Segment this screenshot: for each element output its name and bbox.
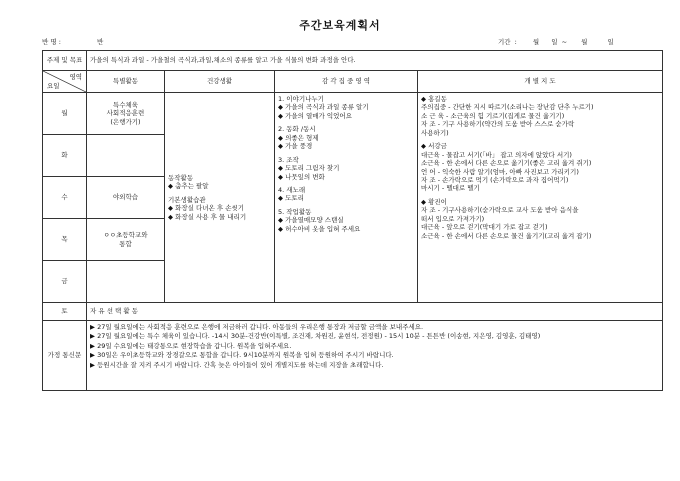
sensory-line: 2. 동화 /동시: [278, 125, 316, 134]
sensory-line: ◆ 도토리: [278, 194, 304, 203]
plan-table: [42, 50, 663, 391]
period-line: [498, 38, 614, 46]
sensory-line: 3. 조작: [278, 155, 299, 164]
special-thu: [87, 219, 165, 261]
sensory-line: 1. 이야기나누기: [278, 95, 324, 103]
sensory-line: 4. 새노래: [278, 185, 306, 194]
period-day-end: 일: [607, 38, 614, 46]
special-mon-line: (은행가기): [110, 117, 141, 126]
header-health: 건강생활: [165, 71, 275, 93]
health-cell: [165, 93, 275, 303]
special-mon: [87, 93, 165, 135]
health-line: ◆ 화장실 사용 후 물 내리기: [168, 212, 247, 221]
special-thu-line: 통합: [119, 239, 132, 248]
health-line: ◆ 춤추는 팔알: [168, 182, 209, 191]
special-mon-line: 사회적응훈련: [106, 109, 145, 118]
individual-cell: [418, 93, 663, 303]
period-day-start: 일 ~: [551, 38, 568, 46]
individual-line: 떠서 입으로 가져가기): [421, 214, 485, 223]
individual-line: ◆ 홍길동: [421, 95, 447, 103]
period-month-start: 월: [532, 38, 540, 46]
class-label: 반 명 :: [42, 38, 61, 46]
day-fri: 금: [43, 261, 87, 303]
special-fri: [87, 261, 165, 303]
sensory-line: ◆ 가을열매모양 스탠실: [278, 216, 344, 225]
period-label: 기간 :: [498, 38, 517, 46]
individual-line: ◆ 서강금: [421, 142, 447, 151]
header-day-label: 요일: [47, 81, 60, 90]
page-title: 주간보육계획서: [299, 19, 381, 32]
header-sensory: 감 각 집 중 영 역: [275, 71, 418, 93]
note-item: ▶ 29일 수요일에는 태강통으로 현장학습을 갑니다. 원복을 입혀주세요.: [90, 341, 292, 350]
header-area-label: 영역: [69, 73, 82, 81]
day-wed: 수: [43, 177, 87, 219]
sensory-cell: [275, 93, 418, 303]
free-play-text: 자 유 선 택 활 동: [87, 303, 663, 321]
special-wed: 야외학습: [87, 177, 165, 219]
header-special: 특별활동: [87, 71, 165, 93]
sensory-line: 5. 작업활동: [278, 207, 312, 216]
individual-line: 대근육 - 앞으로 걷기(막대기 가로 잡고 걷기): [421, 223, 548, 232]
health-line: 기본생활습관: [168, 195, 206, 204]
header-diagonal-cell: [43, 71, 87, 93]
class-line: [42, 38, 103, 46]
individual-line: 언 어 - 익숙한 사람 알기(엄마, 아빠 사진보고 가리키기): [421, 167, 579, 176]
day-mon: 월: [43, 93, 87, 135]
sensory-line: ◆ 가을의 열매가 익었어요: [278, 111, 352, 120]
free-play-row: [43, 303, 663, 321]
notes-row: [43, 321, 663, 391]
note-item: ▶ 등원시간을 잘 지켜 주시기 바랍니다. 간혹 늦은 아이들이 있어 개별지도를 하는데 지장을 초래합니다.: [90, 360, 384, 369]
sensory-line: ◆ 도토리 그림자 찾기: [278, 164, 340, 173]
note-item: ▶ 27일 월요일에는 특수 체육이 있습니다. -14시 30분-건강반(이특별, 조건재, 차원진, 윤현석, 전정원) - 15시 10분 - 튼튼반 (이송현, 지은영, 김영훈, 김태영): [90, 332, 541, 341]
note-item: ▶ 30일은 우이초등학교와 장경갈으로 통합을 갑니다. 9시10분까지 원복을 입혀 등원하여 주시기 바랍니다.: [90, 351, 394, 360]
health-line: ◆ 화장실 다녀온 후 손씻기: [168, 204, 245, 213]
class-value: 반: [96, 38, 104, 46]
day-tue: 화: [43, 135, 87, 177]
period-month-end: 월: [581, 38, 588, 46]
individual-line: 소 근 육 - 소근육의 힘 기르기(집게로 물건 옮기기): [421, 111, 565, 120]
note-item: ▶ 27일 월요일에는 사회적응 훈련으로 은행에 저금하러 갑니다. 아동들의 우리은행 통장과 저금할 금액을 보내주세요.: [90, 323, 424, 331]
notes-cell: [87, 321, 663, 391]
individual-line: ◆ 황진이: [421, 197, 447, 206]
subject-label: 주제 및 목표: [43, 51, 87, 71]
subject-text: 가을의 특식과 과일 - 가을철의 곡식과,과일,채소의 종류를 알고 가을 식물의 변화 과정을 안다.: [87, 51, 663, 71]
individual-line: 사용하기): [421, 128, 449, 137]
sensory-line: ◆ 의좋은 형제: [278, 133, 319, 142]
individual-line: 자 조 - 기구사용하기(숟가락으로 교사 도움 받아 음식을: [421, 206, 579, 215]
individual-line: 자 조 - 손가락으로 먹기 (손가락으로 과자 집어먹기): [421, 175, 569, 184]
special-mon-line: 특수체육: [112, 100, 139, 109]
individual-line: 주의집중 - 간단한 지시 따르기(소리나는 장난감 단추 누르기): [421, 103, 594, 112]
sensory-line: ◆ 가을 풍경: [278, 142, 313, 151]
health-line: 동작활동: [168, 173, 194, 182]
individual-line: 소근육 - 한 손에서 다른 손으로 옮기기(좋은 고리 옮겨 쥐기): [421, 159, 592, 168]
day-row-mon: [43, 93, 663, 135]
notes-label: 가정 통신문: [43, 321, 87, 391]
day-thu: 목: [43, 219, 87, 261]
header-row: [43, 71, 663, 93]
individual-line: 마시기 - 뗄대로 뗄기: [421, 184, 480, 193]
special-thu-line: ㅇㅇ초등학교와: [103, 231, 148, 240]
individual-line: 대근육 - 물잡고 서기(「바」 잡고 의자에 앉았다 서기): [421, 150, 572, 159]
individual-line: 소근육 - 한 손에서 다른 손으로 물건 옮기기(고리 옮겨 잡기): [421, 231, 592, 240]
special-tue: [87, 135, 165, 177]
sensory-line: ◆ 나뭇잎의 변화: [278, 172, 325, 181]
subject-row: [43, 51, 663, 71]
sensory-line: ◆ 허수아비 옷을 입혀 주세요: [278, 224, 361, 233]
individual-line: 자 조 - 기구 사용하기(약간의 도움 받아 스스로 숟가락: [421, 120, 575, 129]
notes-list: [90, 323, 659, 369]
sensory-line: ◆ 가을의 곡식과 과일 종류 알기: [278, 103, 369, 112]
header-individual: 개 별 지 도: [418, 71, 663, 93]
free-play-label: 토: [43, 303, 87, 321]
